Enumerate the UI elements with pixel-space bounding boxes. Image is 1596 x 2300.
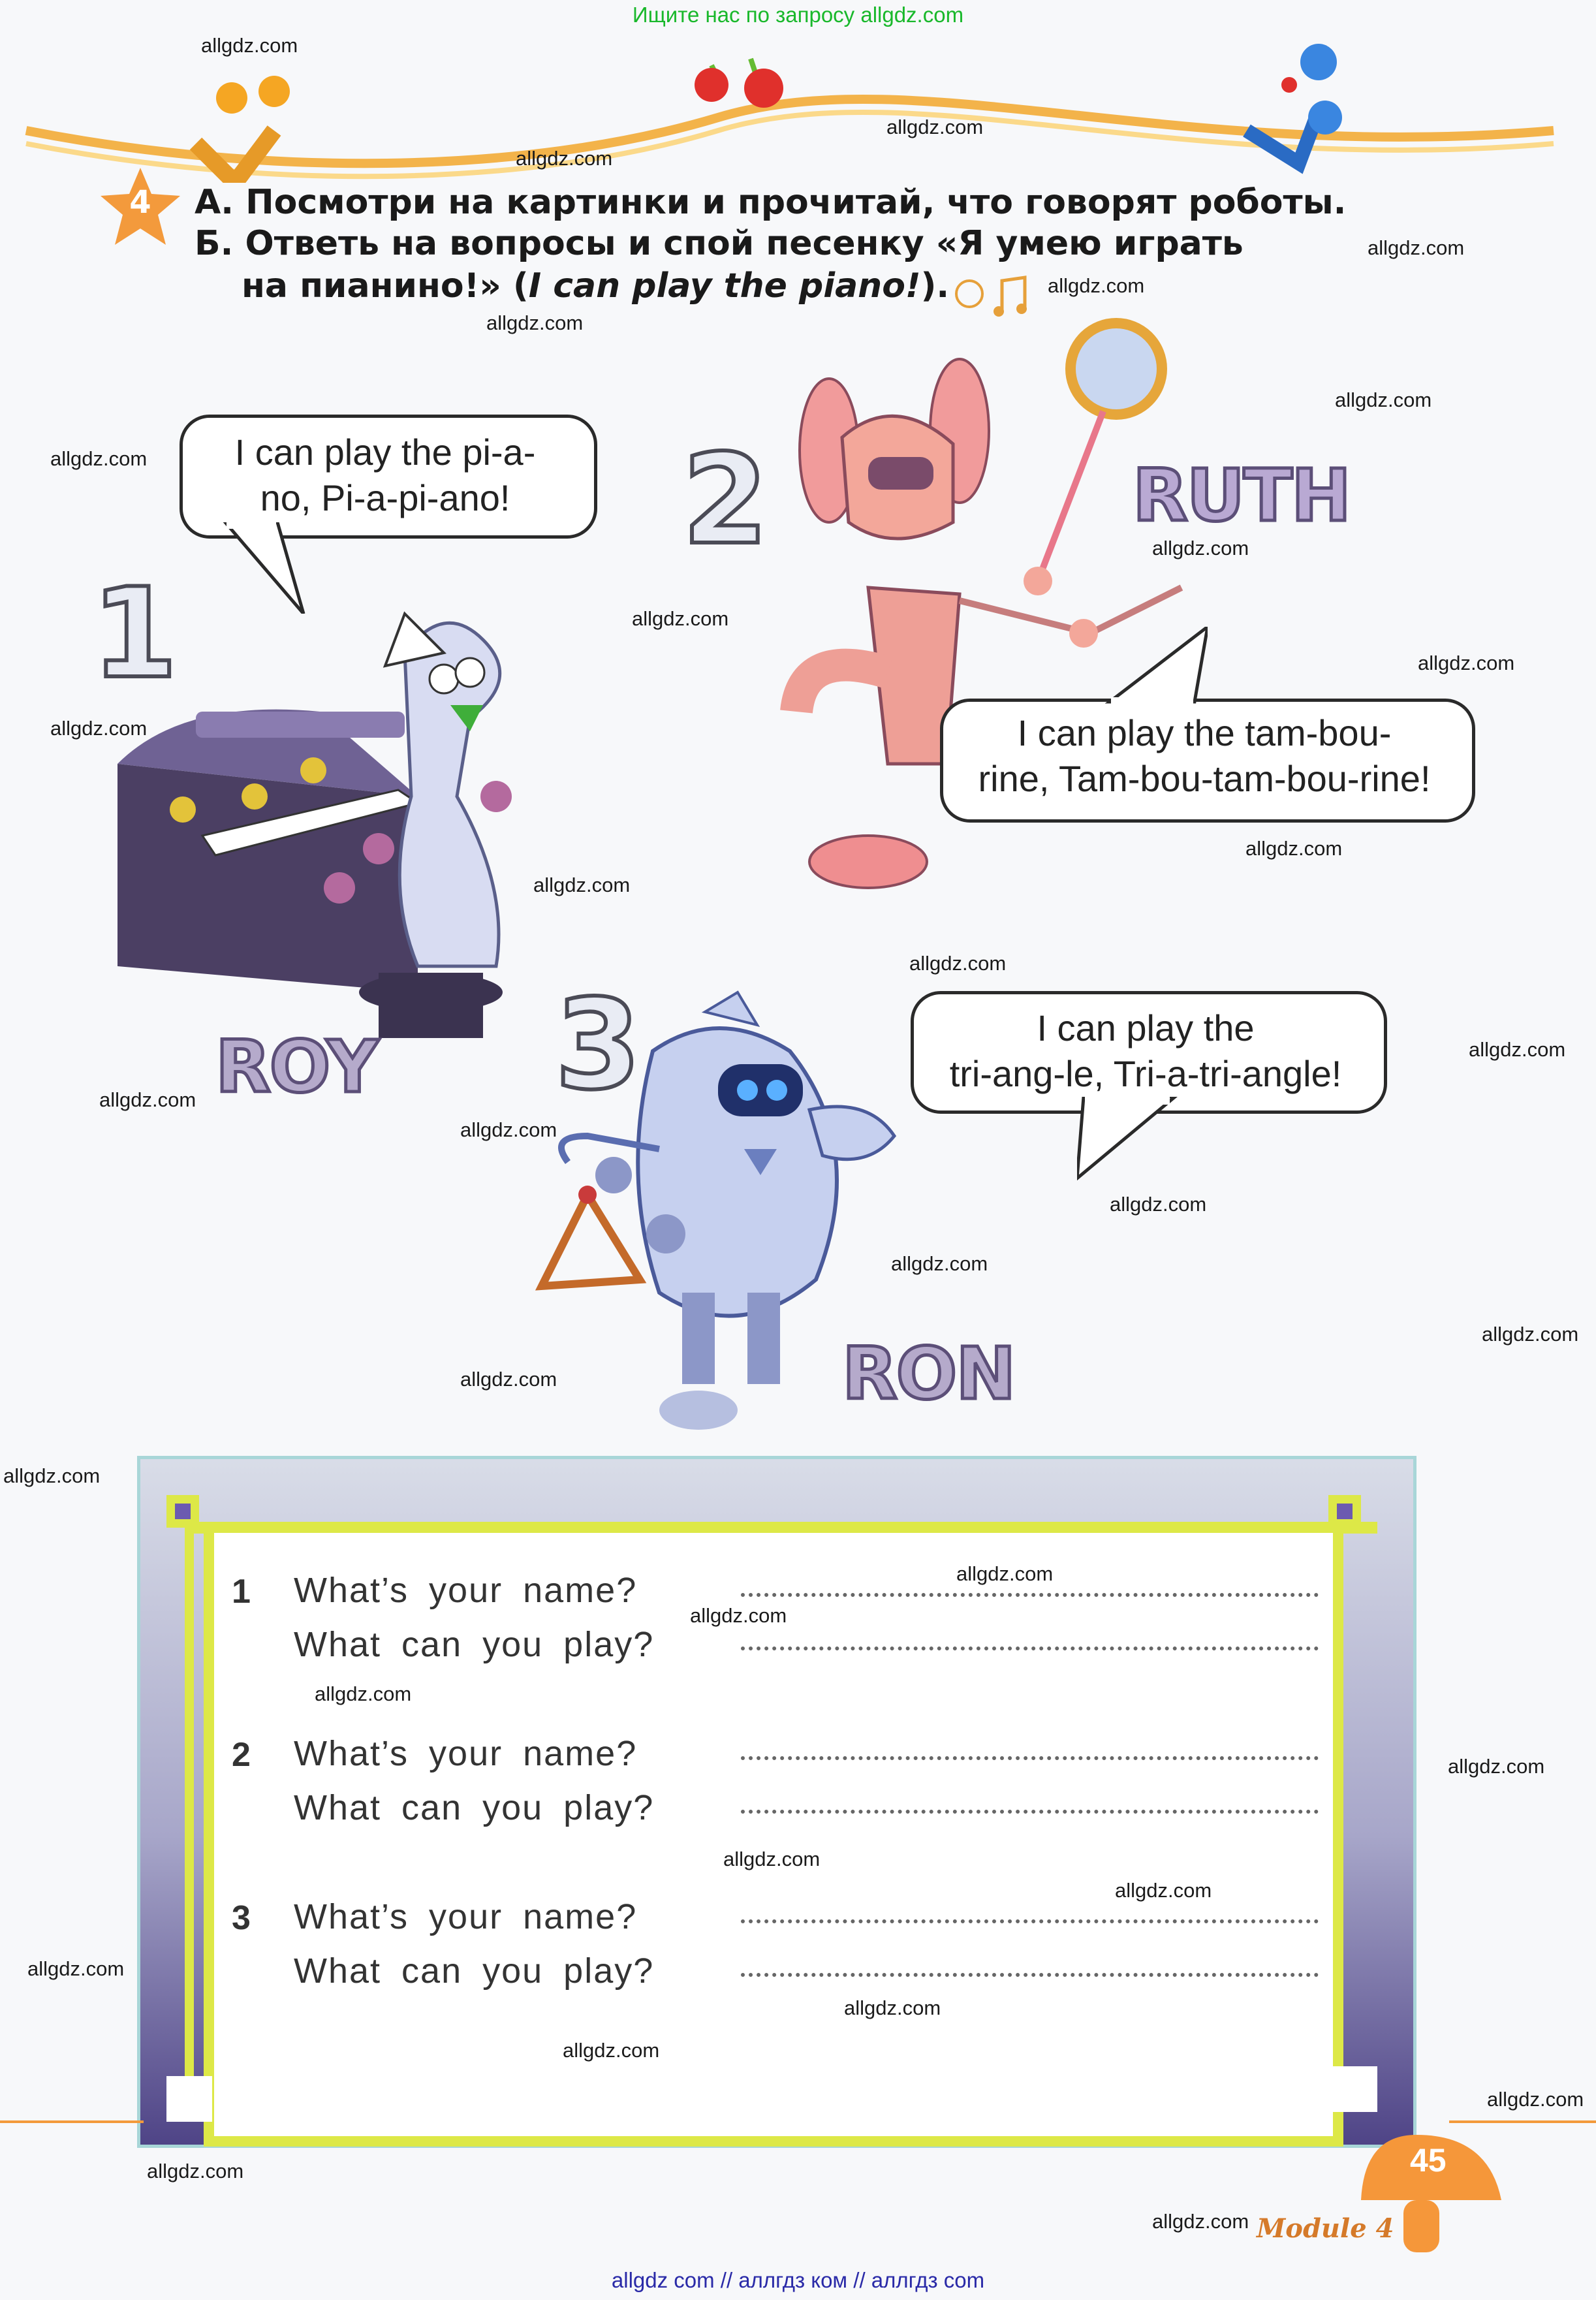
watermark: allgdz.com	[1245, 837, 1343, 860]
ruth-bubble-line1: I can play the tam-bou-	[1017, 712, 1392, 753]
watermark: allgdz.com	[632, 607, 729, 630]
cherries-icon	[695, 59, 783, 108]
watermark: allgdz.com	[909, 952, 1007, 975]
robot-1-name: ROY	[215, 1025, 377, 1109]
watermark: allgdz.com	[516, 147, 613, 170]
watermark: allgdz.com	[1110, 1193, 1207, 1216]
watermark: allgdz.com	[460, 1368, 557, 1391]
watermark: allgdz.com	[1152, 537, 1249, 559]
robot-2-name: RUTH	[1133, 454, 1351, 537]
robot-2-number: 2	[682, 428, 769, 572]
ron-bubble-line1: I can play the	[1037, 1007, 1255, 1048]
robot-3-name: RON	[842, 1332, 1015, 1415]
page-number: 45	[1410, 2142, 1447, 2179]
instruction-line-c: на пианино!» (I can play the piano!).	[242, 266, 950, 306]
watermark: allgdz.com	[27, 1957, 125, 1980]
watermark: allgdz.com	[315, 1682, 412, 1705]
task-number: 4	[129, 184, 151, 221]
roy-bubble-line1: I can play the pi-a-	[234, 432, 536, 473]
watermark: allgdz.com	[956, 1562, 1054, 1585]
question-3-name: What’s your name?	[294, 1897, 638, 1936]
watermark: allgdz.com	[1152, 2210, 1249, 2233]
watermark: allgdz.com	[723, 1848, 821, 1870]
speech-bubble-roy-tail	[219, 522, 317, 614]
watermark: allgdz.com	[460, 1118, 557, 1141]
watermark: allgdz.com	[563, 2039, 660, 2062]
roy-robot-illustration	[104, 601, 601, 1045]
watermark: allgdz.com	[1368, 236, 1465, 259]
answer-line-2a[interactable]	[741, 1756, 1319, 1760]
speech-bubble-ruth-tail	[1097, 627, 1208, 705]
instruction-line-b: Б. Ответь на вопросы и спой песенку «Я умею играть	[195, 224, 1244, 263]
watermark: allgdz.com	[1418, 652, 1515, 674]
instruction-line-a: А. Посмотри на картинки и прочитай, что говорят роботы.	[195, 183, 1347, 222]
ruth-bubble-line2: rine, Tam-bou-tam-bou-rine!	[978, 758, 1431, 799]
music-note-icon	[196, 76, 290, 183]
watermark: allgdz.com	[891, 1252, 988, 1275]
answer-line-3a[interactable]	[741, 1919, 1319, 1923]
answer-line-1b[interactable]	[741, 1646, 1319, 1650]
watermark: allgdz.com	[1448, 1755, 1545, 1778]
ruth-robot-illustration	[777, 307, 1221, 934]
question-1-name: What’s your name?	[294, 1571, 638, 1610]
answer-line-1a[interactable]	[741, 1593, 1319, 1597]
answer-line-2b[interactable]	[741, 1810, 1319, 1814]
robot-3-number: 3	[555, 973, 642, 1117]
speech-bubble-ron-tail	[1077, 1097, 1181, 1182]
watermark: allgdz.com	[50, 447, 148, 470]
question-1-play: What can you play?	[294, 1625, 655, 1664]
watermark: allgdz.com	[1469, 1038, 1566, 1061]
watermark: allgdz.com	[1335, 388, 1432, 411]
watermark: allgdz.com	[3, 1464, 101, 1487]
watermark: allgdz.com	[844, 1996, 941, 2019]
question-1-number: 1	[232, 1573, 251, 1611]
watermark: allgdz.com	[1482, 1323, 1579, 1346]
watermark: allgdz.com	[99, 1088, 196, 1111]
watermark: allgdz.com	[886, 116, 984, 138]
question-2-name: What’s your name?	[294, 1734, 638, 1773]
top-banner[interactable]: Ищите нас по запросу allgdz.com	[632, 3, 964, 27]
question-3-number: 3	[232, 1899, 251, 1937]
robot-1-number: 1	[91, 561, 178, 706]
watermark: allgdz.com	[147, 2160, 244, 2182]
watermark: allgdz.com	[1115, 1879, 1212, 1902]
watermark: allgdz.com	[201, 34, 298, 57]
question-2-number: 2	[232, 1736, 251, 1774]
watermark: allgdz.com	[486, 311, 584, 334]
watermark: allgdz.com	[50, 717, 148, 740]
watermark: allgdz.com	[690, 1604, 787, 1627]
watermark: allgdz.com	[533, 874, 631, 896]
watermark: allgdz.com	[1487, 2088, 1584, 2111]
ron-bubble-line2: tri-ang-le, Tri-a-tri-angle!	[949, 1053, 1342, 1094]
bottom-banner[interactable]: allgdz com // аллгдз ком // аллгдз com	[611, 2268, 985, 2292]
module-label: Module 4	[1257, 2213, 1394, 2244]
answer-line-3b[interactable]	[741, 1973, 1319, 1977]
question-3-play: What can you play?	[294, 1951, 655, 1991]
question-2-play: What can you play?	[294, 1788, 655, 1827]
roy-bubble-line2: no, Pi-a-pi-ano!	[260, 477, 510, 518]
watermark: allgdz.com	[1048, 274, 1145, 297]
tambourine-icon	[1038, 323, 1162, 581]
